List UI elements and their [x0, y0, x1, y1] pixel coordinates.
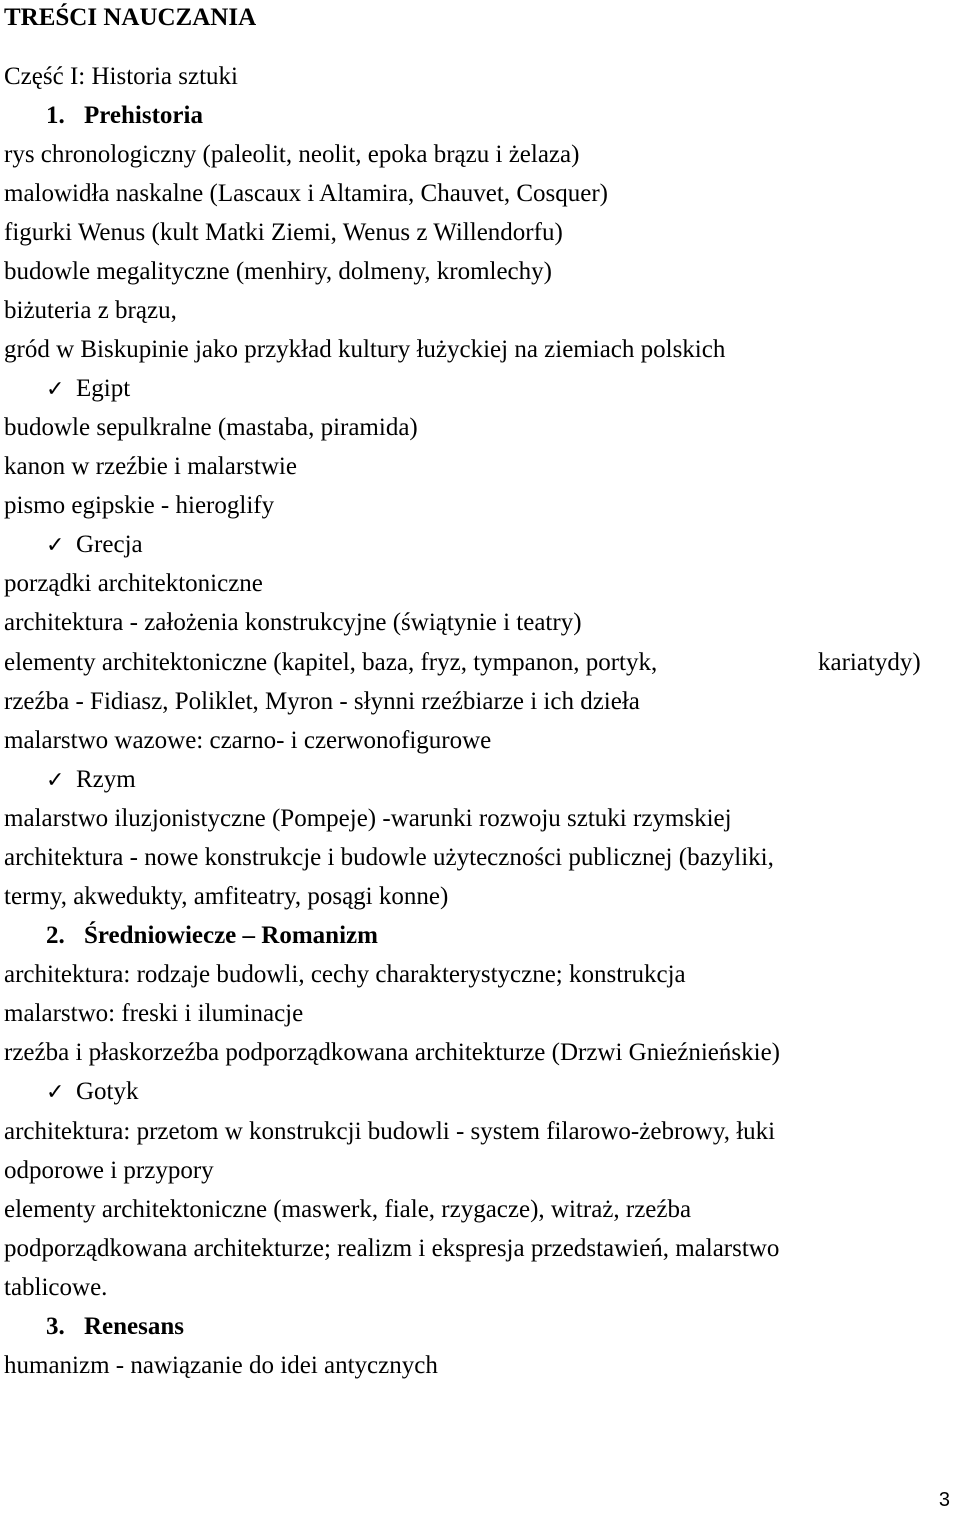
section-number: 1. — [46, 102, 65, 129]
list-item: malarstwo: freski i iluminacje — [4, 1000, 304, 1027]
section-heading-prehistory — [46, 101, 203, 131]
list-item: architektura: rodzaje budowli, cechy charakterystyczne; konstrukcja — [4, 961, 686, 988]
list-item: architektura: przetom w konstrukcji budowli - system filarowo-żebrowy, łuki — [4, 1118, 776, 1145]
list-item: malowidła naskalne (Lascaux i Altamira, Chauvet, Cosquer) — [4, 180, 608, 207]
list-item: budowle megalityczne (menhiry, dolmeny, kromlechy) — [4, 258, 552, 285]
list-item: podporządkowana architekturze; realizm i ekspresja przedstawień, malarstwo — [4, 1235, 780, 1262]
list-item: porządki architektoniczne — [4, 570, 263, 597]
list-item: rzeźba i płaskorzeźba podporządkowana architekturze (Drzwi Gnieźnieńskie) — [4, 1039, 781, 1066]
list-item: figurki Wenus (kult Matki Ziemi, Wenus z Willendorfu) — [4, 219, 563, 246]
section-title: Renesans — [84, 1313, 185, 1340]
checkmark-icon: ✓ — [46, 768, 65, 793]
checkmark-icon: ✓ — [46, 1080, 65, 1105]
section-title: Średniowiecze – Romanizm — [84, 922, 378, 949]
list-item: budowle sepulkralne (mastaba, piramida) — [4, 414, 418, 441]
subsection-title: Rzym — [76, 766, 136, 793]
list-item: malarstwo wazowe: czarno- i czerwonofigurowe — [4, 727, 492, 754]
list-item: malarstwo iluzjonistyczne (Pompeje) -warunki rozwoju sztuki rzymskiej — [4, 805, 732, 832]
section-title: Prehistoria — [84, 102, 203, 129]
list-item: architektura - nowe konstrukcje i budowle użyteczności publicznej (bazyliki, — [4, 844, 774, 871]
list-item: rys chronologiczny (paleolit, neolit, epoka brązu i żelaza) — [4, 141, 580, 168]
section-number: 3. — [46, 1313, 65, 1340]
list-item: kanon w rzeźbie i malarstwie — [4, 453, 297, 480]
list-item: termy, akwedukty, amfiteatry, posągi konne) — [4, 883, 449, 910]
list-item: biżuteria z brązu, — [4, 297, 177, 324]
subsection-heading-gothic — [46, 1077, 139, 1108]
subsection-title: Egipt — [76, 375, 131, 402]
list-item: tablicowe. — [4, 1274, 108, 1301]
list-item-tail: kariatydy) — [818, 649, 921, 676]
document-heading: TREŚCI NAUCZANIA — [4, 4, 257, 31]
list-item: rzeźba - Fidiasz, Poliklet, Myron - słynni rzeźbiarze i ich dzieła — [4, 688, 640, 715]
subsection-heading-greece — [46, 530, 143, 561]
subsection-heading-egypt — [46, 374, 130, 405]
subsection-heading-rome — [46, 765, 136, 796]
section-number: 2. — [46, 922, 65, 949]
list-item: architektura - założenia konstrukcyjne (świątynie i teatry) — [4, 609, 582, 636]
list-item: humanizm - nawiązanie do idei antycznych — [4, 1352, 438, 1379]
subsection-title: Grecja — [76, 531, 143, 558]
list-item: odporowe i przypory — [4, 1157, 214, 1184]
subsection-title: Gotyk — [76, 1078, 139, 1105]
page-number: 3 — [938, 1489, 950, 1511]
section-heading-middle-ages — [46, 921, 378, 951]
list-item: elementy architektoniczne (maswerk, fiale, rzygacze), witraż, rzeźba — [4, 1196, 692, 1223]
list-item: elementy architektoniczne (kapitel, baza, fryz, tympanon, portyk, — [4, 649, 658, 676]
part-title: Część I: Historia sztuki — [4, 63, 238, 90]
section-heading-renaissance — [46, 1312, 184, 1342]
list-item: pismo egipskie - hieroglify — [4, 492, 275, 519]
checkmark-icon: ✓ — [46, 377, 65, 402]
list-item: gród w Biskupinie jako przykład kultury łużyckiej na ziemiach polskich — [4, 336, 726, 363]
checkmark-icon: ✓ — [46, 533, 65, 558]
